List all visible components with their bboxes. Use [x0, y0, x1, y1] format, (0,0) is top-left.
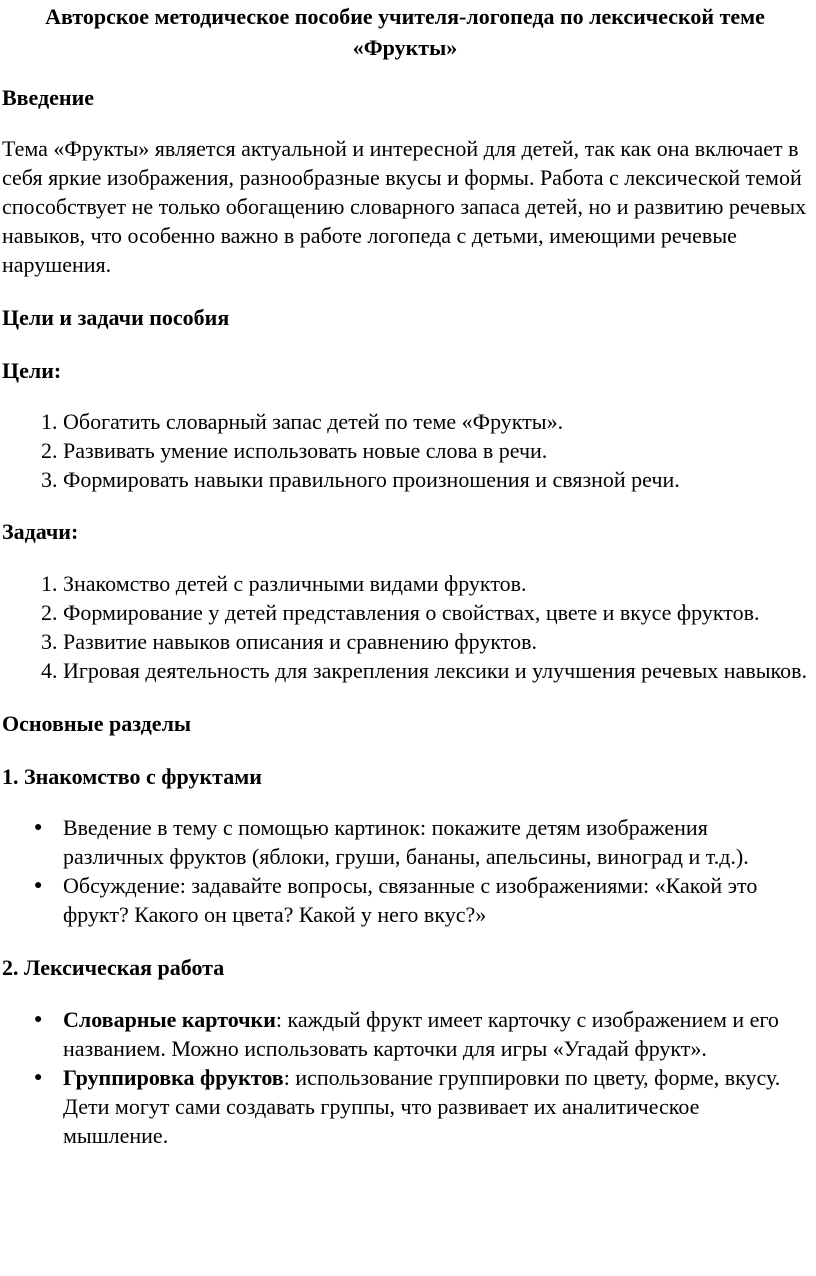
list-item: 1. Знакомство детей с различными видами фруктов.: [63, 569, 808, 598]
list-item-term: Словарные карточки: [63, 1007, 276, 1032]
goals-and-tasks-heading: Цели и задачи пособия: [2, 305, 230, 330]
list-item: [34, 1005, 808, 1063]
section1-heading: 1. Знакомство с фруктами: [2, 764, 262, 789]
goals-list: [2, 407, 808, 494]
list-item: 4. Игровая деятельность для закрепления лексики и улучшения речевых навыков.: [63, 656, 808, 685]
list-item-text: Введение в тему с помощью картинок: покажите детям изображения различных фруктов (яблоки, груши, бананы, апельсины, виноград и т.д.).: [63, 815, 749, 869]
list-item: [34, 813, 808, 871]
list-item: 1. Обогатить словарный запас детей по теме «Фрукты».: [63, 407, 808, 436]
list-item-text: : использование группировки по цвету, форме, вкусу. Дети могут сами создавать группы, что развивает их аналитическое мышление.: [63, 1065, 781, 1148]
section2-heading: 2. Лексическая работа: [2, 955, 225, 980]
tasks-list: [2, 569, 808, 685]
section1-list: [2, 813, 808, 929]
intro-heading: Введение: [2, 85, 95, 110]
list-item-text: : каждый фрукт имеет карточку с изображением и его названием. Можно использовать карточки для игры «Угадай фрукт».: [63, 1007, 779, 1061]
document-title: Авторское методическое пособие учителя-логопеда по лексической теме «Фрукты»: [45, 4, 765, 60]
intro-paragraph: Тема «Фрукты» является актуальной и интересной для детей, так как она включает в себя яркие изображения, разнообразные вкусы и формы. Работа с лексической темой способствует не только обогащению словарного запаса детей, но и развитию речевых навыков, что особенно важно в работе логопеда с детьми, имеющими речевые нарушения.: [2, 136, 807, 277]
list-item: [34, 871, 808, 929]
bullet-icon: ●: [34, 820, 43, 835]
bullet-icon: ●: [34, 878, 43, 893]
section2-list: [2, 1005, 808, 1150]
list-item: 2. Развивать умение использовать новые слова в речи.: [63, 436, 808, 465]
document-page: [0, 1, 816, 1276]
goals-heading: Цели:: [2, 358, 62, 383]
tasks-heading: Задачи:: [2, 519, 79, 544]
main-sections-heading: Основные разделы: [2, 711, 192, 736]
list-item: [34, 1063, 808, 1150]
list-item: 3. Формировать навыки правильного произношения и связной речи.: [63, 465, 808, 494]
bullet-icon: ●: [34, 1012, 43, 1027]
list-item-term: Группировка фруктов: [63, 1065, 284, 1090]
list-item: 3. Развитие навыков описания и сравнению фруктов.: [63, 627, 808, 656]
bullet-icon: ●: [34, 1070, 43, 1085]
list-item-text: Обсуждение: задавайте вопросы, связанные с изображениями: «Какой это фрукт? Какого он цвета? Какой у него вкус?»: [63, 873, 758, 927]
list-item: 2. Формирование у детей представления о свойствах, цвете и вкусе фруктов.: [63, 598, 808, 627]
